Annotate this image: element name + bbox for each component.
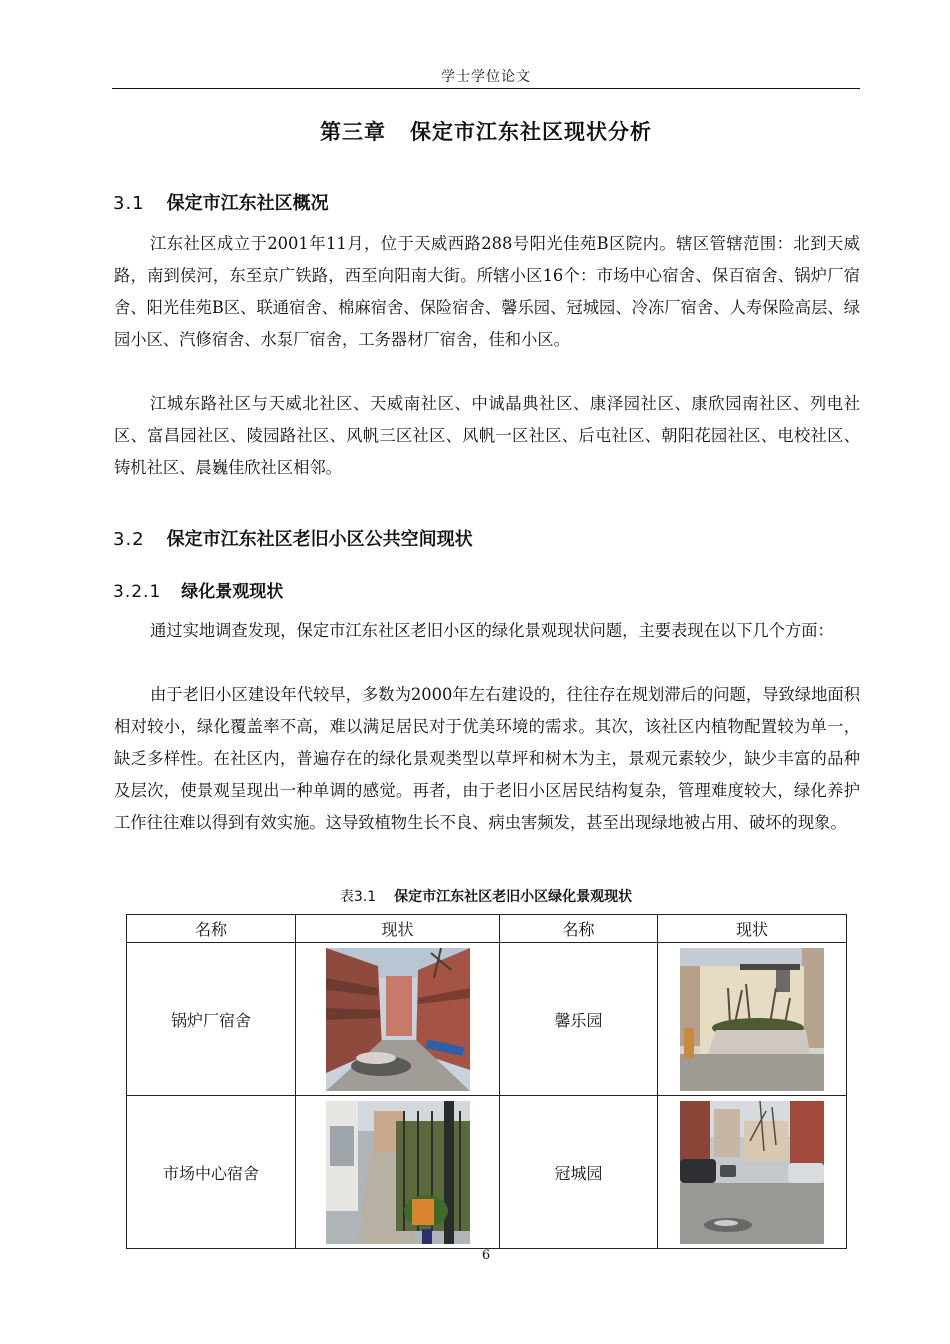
community-name: 冠城园 [500, 1096, 658, 1249]
column-header: 名称 [127, 915, 296, 943]
chapter-name: 保定市江东社区现状分析 [410, 120, 652, 144]
section-number: 3.1 [113, 193, 145, 214]
table-number: 表3.1 [339, 889, 377, 905]
chapter-number: 第三章 [320, 120, 386, 144]
table-row [127, 943, 847, 1096]
photo-cell [296, 1096, 500, 1249]
column-header: 现状 [658, 915, 847, 943]
paragraph: 由于老旧小区建设年代较早，多数为2000年左右建设的，往往存在规划滞后的问题，导致绿地面积相对较小，绿化覆盖率不高，难以满足居民对于优美环境的需求。其次，该社区内植物配置较为单一，缺乏多样性。在社区内，普遍存在的绿化景观类型以草坪和树木为主，景观元素较少，缺少丰富的品种及层次，使景观呈现出一种单调的感觉。再者，由于老旧小区居民结构复杂，管理难度较大，绿化养护工作往往难以得到有效实施。这导致植物生长不良、病虫害频发，甚至出现绿地被占用、破坏的现象。 [114, 685, 860, 832]
page-number: 6 [481, 1248, 491, 1263]
community-name: 锅炉厂宿舍 [127, 943, 296, 1096]
paragraph: 通过实地调查发现，保定市江东社区老旧小区的绿化景观现状问题，主要表现在以下几个方面： [150, 621, 834, 640]
table-row [127, 1096, 847, 1249]
running-header: 学士学位论文 [441, 69, 531, 85]
table-title: 保定市江东社区老旧小区绿化景观现状 [394, 889, 633, 905]
photo-cell [658, 1096, 847, 1249]
column-header: 名称 [500, 915, 658, 943]
section-title: 保定市江东社区老旧小区公共空间现状 [166, 529, 473, 550]
section-number: 3.2 [113, 529, 145, 550]
chapter-title [112, 116, 860, 146]
table-header-row [127, 915, 847, 943]
photo-cell [658, 943, 847, 1096]
alley-photo [326, 948, 470, 1091]
subsection-title: 绿化景观现状 [181, 582, 284, 602]
table-caption [112, 886, 860, 906]
photo-cell [296, 943, 500, 1096]
subsection-heading-3-2-1 [113, 577, 283, 602]
header-rule [112, 88, 860, 89]
community-name: 市场中心宿舍 [127, 1096, 296, 1249]
section-heading-3-1 [113, 189, 329, 215]
section-heading-3-2 [113, 525, 473, 551]
greening-status-table [126, 914, 847, 1249]
subsection-number: 3.2.1 [113, 582, 162, 602]
parking-lot-photo [680, 1101, 824, 1244]
section-title: 保定市江东社区概况 [166, 193, 329, 214]
planter-photo [680, 948, 824, 1091]
paragraph: 江城东路社区与天威北社区、天威南社区、中诚晶典社区、康泽园社区、康欣园南社区、列电社区、富昌园社区、陵园路社区、风帆三区社区、风帆一区社区、后屯社区、朝阳花园社区、电校社区、铸机社区、晨巍佳欣社区相邻。 [114, 394, 860, 477]
column-header: 现状 [296, 915, 500, 943]
sidewalk-photo [326, 1101, 470, 1244]
community-name: 馨乐园 [500, 943, 658, 1096]
paragraph: 江东社区成立于2001年11月，位于天威西路288号阳光佳苑B区院内。辖区管辖范围：北到天威路，南到侯河，东至京广铁路，西至向阳南大街。所辖小区16个：市场中心宿舍、保百宿舍、锅炉厂宿舍、阳光佳苑B区、联通宿舍、棉麻宿舍、保险宿舍、馨乐园、冠城园、冷冻厂宿舍、人寿保险高层、绿园小区、汽修宿舍、水泵厂宿舍，工务器材厂宿舍，佳和小区。 [114, 234, 860, 349]
